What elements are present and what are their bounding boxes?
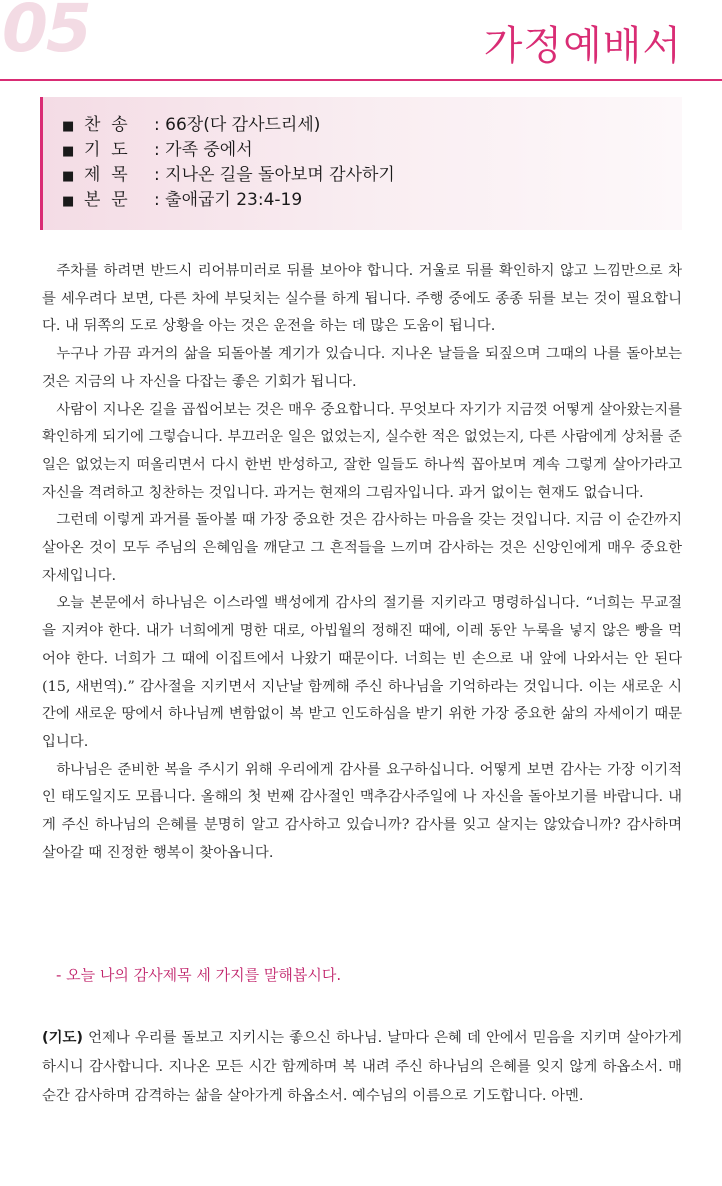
square-bullet-icon: ■ (62, 169, 75, 184)
info-label: 기 도 (84, 140, 128, 160)
prayer-text: 언제나 우리를 돌보고 지키시는 좋으신 하나님. 날마다 은혜 데 안에서 믿음을 지키며 살아가게 하시니 감사합니다. 지나온 모든 시간 함께하며 복 내려 주신 하나님의 은혜를 잊지 않게 하옵소서. 매 순간 감사하며 감격하는 삶을 살아가게 하옵소서. 예수님의 이름으로 기도합니다. 아멘. (42, 1030, 682, 1104)
info-value: 출애굽기 23:4-19 (165, 190, 303, 210)
header-divider (0, 79, 722, 81)
page-title: 가정예배서 (483, 23, 682, 69)
info-separator: : (154, 115, 160, 135)
info-value: 66장(다 감사드리세) (165, 115, 321, 135)
info-row-prayer (62, 138, 682, 163)
square-bullet-icon: ■ (62, 194, 75, 209)
info-label: 찬 송 (84, 115, 128, 135)
info-separator: : (154, 140, 160, 160)
square-bullet-icon: ■ (62, 144, 75, 159)
info-separator: : (154, 190, 160, 210)
sermon-body (42, 258, 682, 867)
info-separator: : (154, 165, 160, 185)
info-row-title (62, 163, 682, 188)
info-row-hymn (62, 113, 682, 138)
info-label: 제 목 (84, 165, 128, 185)
page-number: 05 (2, 0, 90, 67)
info-value: 가족 중에서 (165, 140, 253, 160)
paragraph: 주차를 하려면 반드시 리어뷰미러로 뒤를 보아야 합니다. 거울로 뒤를 확인하지 않고 느낌만으로 차를 세우려다 보면, 다른 차에 부딪치는 실수를 하게 됩니다. 주행 중에도 종종 뒤를 보는 것이 필요합니다. 내 뒤쪽의 도로 상황을 아는 것은 운전을 하는 데 많은 도움이 됩니다. (42, 263, 682, 335)
closing-prayer (42, 1024, 682, 1111)
info-value: 지나온 길을 돌아보며 감사하기 (165, 165, 395, 185)
paragraph: 오늘 본문에서 하나님은 이스라엘 백성에게 감사의 절기를 지키라고 명령하십니다. “너희는 무교절을 지켜야 한다. 내가 너희에게 명한 대로, 아빕월의 정해진 때에, 이레 동안 누룩을 넣지 않은 빵을 먹어야 한다. 너희가 그 때에 이집트에서 나왔기 때문이다. 너희는 빈 손으로 내 앞에 나와서는 안 된다(15, 새번역).” 감사절을 지키면서 지난날 함께해 주신 하나님을 기억하라는 것입니다. 이는 새로운 시간에 새로운 땅에서 하나님께 변함없이 복 받고 인도하심을 받기 위한 가장 중요한 삶의 자세이기 때문입니다. (42, 595, 682, 750)
discussion-question: - 오늘 나의 감사제목 세 가지를 말해봅시다. (56, 966, 342, 984)
paragraph: 하나님은 준비한 복을 주시기 위해 우리에게 감사를 요구하십니다. 어떻게 보면 감사는 가장 이기적인 태도일지도 모릅니다. 올해의 첫 번째 감사절인 맥추감사주일에 나 자신을 돌아보기를 바랍니다. 내게 주신 하나님의 은혜를 분명히 알고 감사하고 있습니까? 감사를 잊고 살지는 않았습니까? 감사하며 살아갈 때 진정한 행복이 찾아옵니다. (42, 761, 682, 861)
square-bullet-icon: ■ (62, 119, 75, 134)
paragraph: 사람이 지나온 길을 곱씹어보는 것은 매우 중요합니다. 무엇보다 자기가 지금껏 어떻게 살아왔는지를 확인하게 되기에 그렇습니다. 부끄러운 일은 없었는지, 실수한 적은 없었는지, 다른 사람에게 상처를 준 일은 없었는지 떠올리면서 다시 한번 반성하고, 잘한 일들도 하나씩 꼽아보며 계속 그렇게 살아가라고 자신을 격려하고 칭찬하는 것입니다. 과거는 현재의 그림자입니다. 과거 없이는 현재도 없습니다. (42, 401, 682, 501)
paragraph: 누구나 가끔 과거의 삶을 되돌아볼 계기가 있습니다. 지나온 날들을 되짚으며 그때의 나를 돌아보는 것은 지금의 나 자신을 다잡는 좋은 기회가 됩니다. (42, 346, 682, 390)
paragraph: 그런데 이렇게 과거를 돌아볼 때 가장 중요한 것은 감사하는 마음을 갖는 것입니다. 지금 이 순간까지 살아온 것이 모두 주님의 은혜임을 깨닫고 그 흔적들을 느끼며 감사하는 것은 신앙인에게 매우 중요한 자세입니다. (42, 512, 682, 584)
info-row-scripture (62, 188, 682, 213)
worship-info-box (40, 97, 682, 230)
prayer-label: (기도) (42, 1030, 83, 1046)
info-label: 본 문 (84, 190, 128, 210)
